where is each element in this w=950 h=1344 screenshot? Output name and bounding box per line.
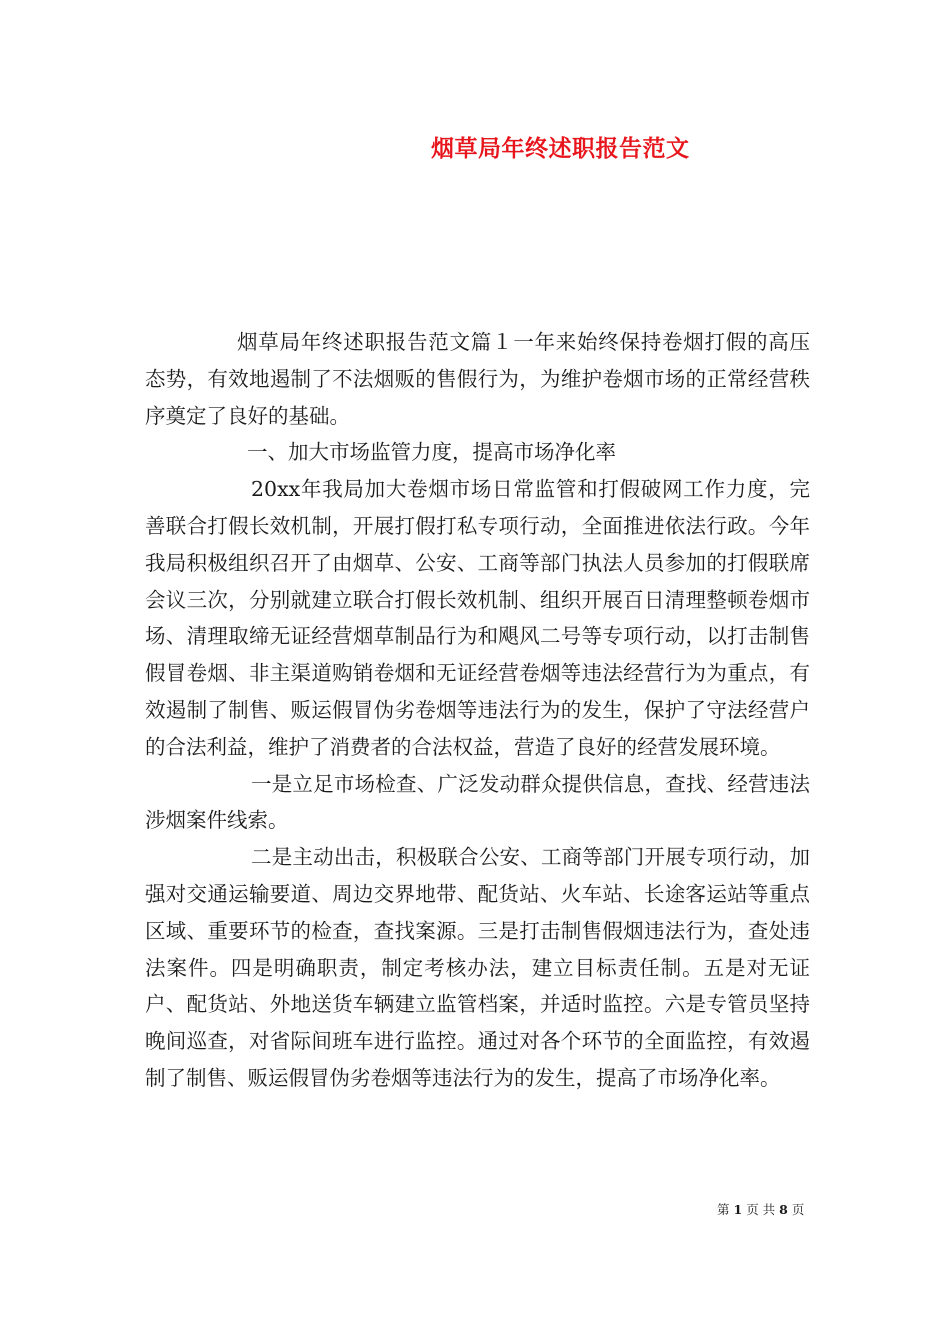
- footer-current-page: 1: [733, 1202, 743, 1217]
- paragraph-intro: 烟草局年终述职报告范文篇１一年来始终保持卷烟打假的高压态势，有效地遏制了不法烟贩的售假行为，为维护卷烟市场的正常经营秩序奠定了良好的基础。: [145, 330, 810, 428]
- footer-total-pages: 8: [779, 1202, 788, 1217]
- paragraph-point-two: 二是主动出击，积极联合公安、工商等部门开展专项行动，加强对交通运输要道、周边交界地带、配货站、火车站、长途客运站等重点区域、重要环节的检查，查找案源。三是打击制售假烟违法行为，查处违法案件。四是明确职责，制定考核办法，建立目标责任制。五是对无证户、配货站、外地送货车辆建立监管档案，并适时监控。六是专管员坚持晚间巡查，对省际间班车进行监控。通过对各个环节的全面监控，有效遏制了制售、贩运假冒伪劣卷烟等违法行为的发生，提高了市场净化率。: [145, 845, 810, 1090]
- page-number-footer: [717, 1201, 804, 1219]
- footer-middle: 页 共: [746, 1202, 776, 1217]
- document-body: [145, 324, 810, 1097]
- paragraph-market-supervision: 20xx年我局加大卷烟市场日常监管和打假破网工作力度，完善联合打假长效机制，开展打假打私专项行动，全面推进依法行政。今年我局积极组织召开了由烟草、公安、工商等部门执法人员参加的打假联席会议三次，分别就建立联合打假长效机制、组织开展百日清理整顿卷烟市场、清理取缔无证经营烟草制品行为和飓风二号等专项行动，以打击制售假冒卷烟、非主渠道购销卷烟和无证经营卷烟等违法经营行为为重点，有效遏制了制售、贩运假冒伪劣卷烟等违法行为的发生，保护了守法经营户的合法利益，维护了消费者的合法权益，营造了良好的经营发展环境。: [145, 477, 810, 759]
- section-heading: 一、加大市场监管力度，提高市场净化率: [247, 440, 616, 465]
- footer-prefix: 第: [717, 1202, 730, 1217]
- paragraph-point-one: 一是立足市场检查、广泛发动群众提供信息，查找、经营违法涉烟案件线索。: [145, 771, 810, 833]
- footer-suffix: 页: [791, 1202, 805, 1217]
- document-title: 烟草局年终述职报告范文: [431, 135, 690, 162]
